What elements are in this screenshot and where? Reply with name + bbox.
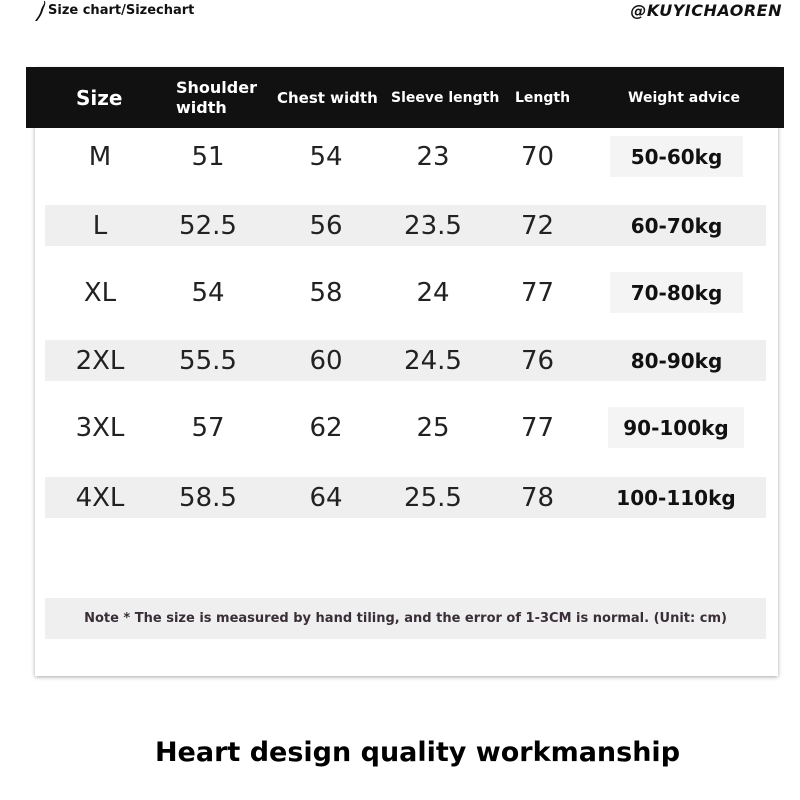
table-row	[45, 477, 766, 518]
tagline: Heart design quality workmanship	[154, 737, 681, 768]
cell-weight: 100-110kg	[616, 485, 736, 510]
table-row	[45, 272, 766, 313]
breadcrumb: Size chart/Sizechart	[48, 3, 195, 18]
cell-chest: 64	[309, 482, 343, 513]
table-header	[26, 67, 784, 128]
cell-sleeve: 25.5	[404, 482, 462, 513]
cell-shoulder: 52.5	[179, 210, 237, 241]
cell-weight: 50-60kg	[610, 136, 743, 177]
column-header-sleeve-length: Sleeve length	[391, 89, 500, 106]
cell-weight: 60-70kg	[630, 213, 723, 238]
cell-shoulder: 51	[191, 141, 225, 172]
cell-sleeve: 23	[416, 141, 450, 172]
table-row	[45, 205, 766, 246]
cell-chest: 58	[309, 277, 343, 308]
table-row	[45, 407, 766, 448]
cell-length: 72	[520, 210, 555, 241]
cell-sleeve: 25	[416, 412, 450, 443]
watermark-text: @KUYICHAOREN	[630, 1, 782, 20]
cell-shoulder: 55.5	[179, 345, 237, 376]
cell-chest: 56	[309, 210, 343, 241]
top-bar	[0, 0, 800, 24]
column-header-shoulder-width: Shoulder width	[176, 77, 257, 117]
cell-size: L	[92, 210, 108, 241]
brush-stroke-icon	[33, 0, 47, 22]
cell-weight: 90-100kg	[608, 407, 744, 448]
measurement-note: Note * The size is measured by hand tiling, and the error of 1-3CM is normal. (Unit: cm)	[45, 598, 766, 639]
cell-sleeve: 24	[416, 277, 450, 308]
cell-size: 3XL	[75, 412, 125, 443]
cell-sleeve: 23.5	[404, 210, 462, 241]
cell-weight: 70-80kg	[610, 272, 743, 313]
column-header-chest-width: Chest width	[277, 88, 378, 107]
table-row	[45, 340, 766, 381]
cell-size: 2XL	[75, 345, 125, 376]
cell-length: 78	[520, 482, 555, 513]
cell-length: 76	[520, 345, 555, 376]
cell-chest: 62	[309, 412, 343, 443]
cell-weight: 80-90kg	[630, 348, 723, 373]
cell-length: 77	[520, 412, 555, 443]
cell-size: M	[88, 141, 112, 172]
column-header-size: Size	[76, 85, 123, 110]
column-header-weight-advice: Weight advice	[628, 89, 740, 106]
cell-sleeve: 24.5	[404, 345, 462, 376]
cell-shoulder: 57	[191, 412, 225, 443]
cell-chest: 54	[309, 141, 343, 172]
cell-length: 77	[520, 277, 555, 308]
table-row	[45, 136, 766, 177]
column-header-length: Length	[515, 89, 571, 106]
cell-size: XL	[83, 277, 117, 308]
cell-length: 70	[520, 141, 555, 172]
cell-shoulder: 58.5	[179, 482, 237, 513]
cell-chest: 60	[309, 345, 343, 376]
cell-size: 4XL	[75, 482, 125, 513]
cell-shoulder: 54	[191, 277, 225, 308]
